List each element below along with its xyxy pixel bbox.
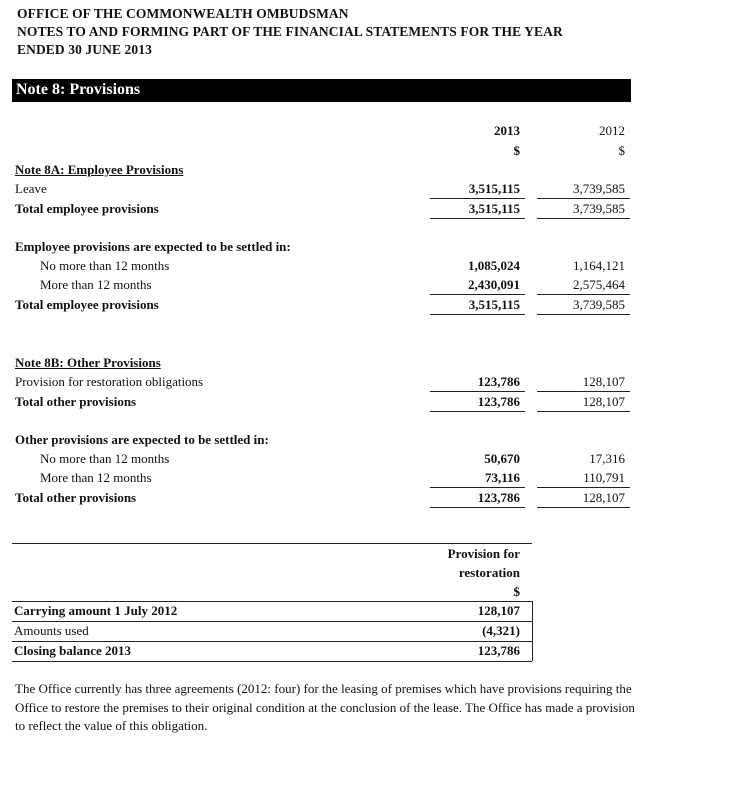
movement-row-label: Closing balance 2013 xyxy=(14,643,132,658)
rule xyxy=(537,507,630,508)
rule xyxy=(537,411,630,412)
value-2012: 110,791 xyxy=(583,470,625,485)
rule xyxy=(537,218,630,219)
column-2012-unit: $ xyxy=(618,143,625,158)
row-label: No more than 12 months xyxy=(40,258,170,273)
movement-row-label: Amounts used xyxy=(14,623,89,638)
value-2013: 3,515,115 xyxy=(468,181,520,196)
movement-header-rule xyxy=(12,601,532,602)
row-label-total: Total other provisions xyxy=(15,394,137,409)
rule xyxy=(430,391,525,392)
value-2013: 123,786 xyxy=(477,490,520,505)
row-label-leave: Leave xyxy=(15,181,47,196)
row-separator xyxy=(12,641,532,642)
value-2012: 3,739,585 xyxy=(573,181,625,196)
rule xyxy=(537,487,630,488)
row-label: More than 12 months xyxy=(40,470,152,485)
rule xyxy=(430,507,525,508)
note-8a-title: Note 8A: Employee Provisions xyxy=(15,162,184,177)
value-2013: 123,786 xyxy=(477,394,520,409)
value-2013: 3,515,115 xyxy=(468,201,520,216)
employee-settled-heading: Employee provisions are expected to be settled in: xyxy=(15,239,291,254)
report-header-line-2: NOTES TO AND FORMING PART OF THE FINANCIAL STATEMENTS FOR THE YEAR xyxy=(17,24,563,39)
value-2012: 17,316 xyxy=(589,451,625,466)
rule xyxy=(537,198,630,199)
value-2012: 3,739,585 xyxy=(573,201,625,216)
rule xyxy=(430,314,525,315)
column-2013-unit: $ xyxy=(513,143,520,158)
movement-row-value: 123,786 xyxy=(477,643,520,658)
movement-row-value: (4,321) xyxy=(482,623,520,638)
note-8b-title: Note 8B: Other Provisions xyxy=(15,355,161,370)
movement-table-top-rule xyxy=(12,543,532,544)
value-2013: 3,515,115 xyxy=(468,297,520,312)
value-2012: 2,575,464 xyxy=(573,277,625,292)
rule xyxy=(537,391,630,392)
row-separator xyxy=(12,621,532,622)
movement-col-header-1: Provision for xyxy=(447,546,520,561)
value-2012: 1,164,121 xyxy=(573,258,625,273)
movement-right-border xyxy=(532,601,533,661)
rule xyxy=(430,411,525,412)
value-2012: 3,739,585 xyxy=(573,297,625,312)
row-label-total: Total employee provisions xyxy=(15,201,159,216)
movement-row-label: Carrying amount 1 July 2012 xyxy=(14,603,178,618)
movement-col-unit: $ xyxy=(513,584,520,599)
column-2013-header: 2013 xyxy=(494,123,520,138)
note-title: Note 8: Provisions xyxy=(16,81,141,98)
rule xyxy=(430,218,525,219)
value-2012: 128,107 xyxy=(582,374,625,389)
row-label: Provision for restoration obligations xyxy=(15,374,204,389)
report-header-line-1: OFFICE OF THE COMMONWEALTH OMBUDSMAN xyxy=(17,6,349,21)
explanatory-paragraph: The Office currently has three agreements (2012: four) for the leasing of premises which have provisions requiring the Office to restore the premises to their original condition at the conclusion of the lease. The Office has made a provision to reflect the value of this obligation. xyxy=(15,681,635,733)
value-2013: 73,116 xyxy=(484,470,520,485)
value-2012: 128,107 xyxy=(582,394,625,409)
row-label: More than 12 months xyxy=(40,277,152,292)
rule xyxy=(430,294,525,295)
rule xyxy=(537,294,630,295)
rule xyxy=(430,198,525,199)
rule xyxy=(430,487,525,488)
value-2013: 1,085,024 xyxy=(468,258,520,273)
value-2013: 2,430,091 xyxy=(468,277,520,292)
value-2013: 50,670 xyxy=(484,451,520,466)
movement-row-value: 128,107 xyxy=(477,603,520,618)
row-label-total: Total employee provisions xyxy=(15,297,159,312)
note-title-bar xyxy=(12,79,631,102)
value-2012: 128,107 xyxy=(582,490,625,505)
row-label-total: Total other provisions xyxy=(15,490,137,505)
movement-col-header-2: restoration xyxy=(458,565,520,580)
other-settled-heading: Other provisions are expected to be settled in: xyxy=(15,432,269,447)
rule xyxy=(537,314,630,315)
column-2012-header: 2012 xyxy=(599,123,625,138)
row-label: No more than 12 months xyxy=(40,451,170,466)
value-2013: 123,786 xyxy=(477,374,520,389)
report-header-line-3: ENDED 30 JUNE 2013 xyxy=(17,42,152,57)
movement-bottom-rule xyxy=(12,661,532,662)
